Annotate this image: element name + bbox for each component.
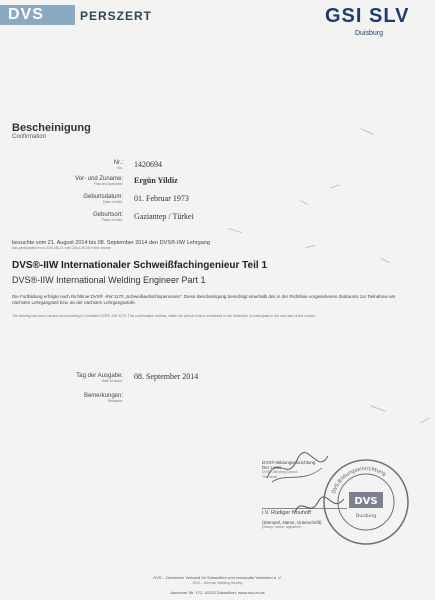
issue-date-label: Tag der Ausgabe: Date of issue:	[76, 373, 123, 383]
guideline-paragraph: Die Fortbildung erfolgte nach Richtlinie DVS® -IIW 1170 „Schweißaufsichtspersonen“. Diese Bescheinigung berechtigt innerhalb des in der Richtlinie vorgesehenen Zeitraums zur Teilnahme am nächsten Lehrgangsteil bzw. an der nächsten Lehrgangsstufe.	[12, 294, 396, 305]
gsi-slv-logo: GSI SLV	[325, 5, 410, 27]
issue-date-value: 08. September 2014	[134, 372, 199, 381]
field-value-birthplace: Gaziantep / Türkei	[134, 212, 194, 221]
paper-mark	[360, 128, 373, 135]
school-stamp	[322, 458, 410, 546]
field-value-number: 1420694	[134, 160, 162, 169]
paper-mark	[370, 405, 385, 411]
paper-mark	[330, 184, 340, 188]
stamp-ring-text: DVS-Bildungseinrichtung	[331, 465, 387, 495]
paper-mark	[380, 258, 389, 263]
footer-line-2: DVS – German Welding Society	[192, 581, 243, 585]
certificate-title-en: Confirmation	[12, 134, 47, 140]
field-label-birthdate: Geburtsdatum: Date of birth:	[83, 194, 123, 204]
paper-mark	[305, 245, 315, 249]
perszert-label: PERSZERT	[80, 9, 153, 23]
header	[0, 0, 435, 40]
dvs-logo: DVS	[8, 6, 44, 23]
field-value-name: Ergün Yildiz	[134, 176, 178, 185]
footer-line-3: Aachener Str. 172, 40223 Düsseldorf, www.dvs-ev.de	[170, 590, 265, 595]
paper-mark	[228, 228, 242, 233]
paper-mark	[420, 418, 429, 424]
school-label: DVS®-Bildungseinrichtung Der Leiter DVS®-Welding School The head	[262, 460, 316, 479]
field-value-birthdate: 01. Februar 1973	[134, 194, 189, 203]
stamp-city-text: Duisburg	[355, 514, 377, 519]
stamp-caption: (Stempel, Name, Unterschrift) (Stamp, name, signature)	[262, 520, 322, 529]
paper-mark	[300, 200, 307, 205]
field-label-name: Vor- und Zuname: First and surname:	[74, 176, 123, 186]
qualification-title: DVS®-IIW Internationaler Schweißfachingenieur Teil 1	[12, 260, 268, 271]
remarks-label: Bemerkungen: Remarks:	[83, 393, 123, 403]
course-text-en: has participated from 2014-08-21 until 2014-09-08 in the course	[12, 246, 111, 250]
signer-name: i.V. Rüdiger Nouhoff	[262, 510, 311, 516]
stamp-center-text: DVS	[354, 496, 378, 507]
qualification-title-en: DVS®-IIW International Welding Engineer Part 1	[12, 275, 206, 285]
field-label-birthplace: Geburtsort: Place of birth:	[92, 212, 123, 222]
guideline-paragraph-en: The training has been carried out according to Guideline DVS® -IIW 1170. This confirmation entitles, within the period of time scheduled in the Guideline, to participate in the next part of the course.	[12, 314, 316, 318]
footer-line-1: DVS – Deutscher Verband für Schweißen und verwandte Verfahren e. V.	[153, 575, 282, 580]
field-label-number: Nr.: No.	[113, 160, 123, 170]
certificate-title: Bescheinigung	[12, 122, 91, 134]
course-text: besuchte vom 21. August 2014 bis 08. September 2014 den DVS®-IIW Lehrgang	[12, 240, 210, 246]
gsi-city: Duisburg	[355, 30, 384, 37]
